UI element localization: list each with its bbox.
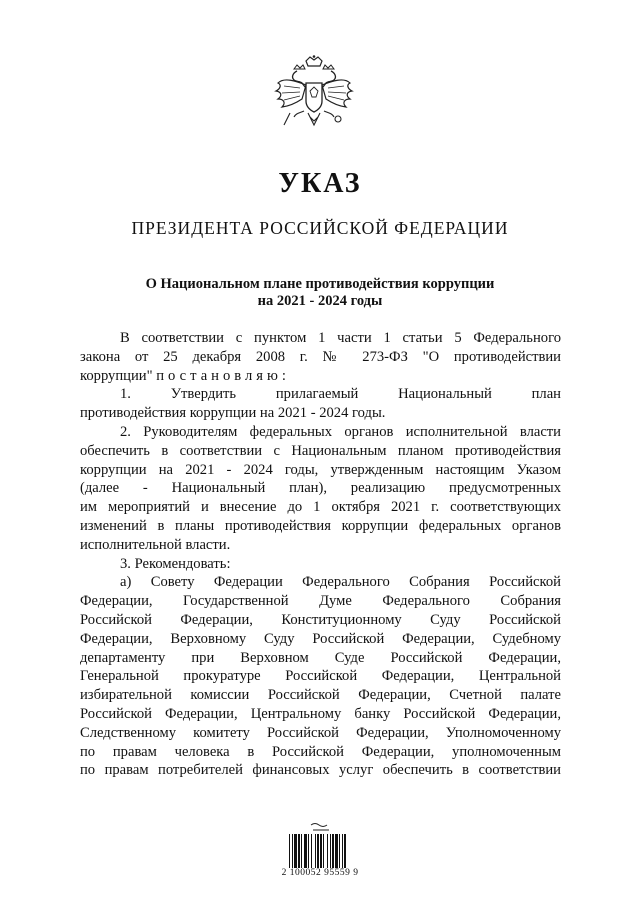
decree-title-line: О Национальном плане противодействия коррупции	[145, 276, 495, 292]
decree-title	[90, 276, 550, 310]
text-fragment: коррупции"	[80, 367, 153, 384]
text-line: Федерации, Государственной Думе Федерального Собрания	[80, 593, 561, 610]
text-line: (далее - Национальный план), реализацию предусмотренных	[80, 480, 561, 497]
text-line: Федерации, Верховному Суду Российской Федерации, Судебному	[80, 630, 561, 647]
text-line: по правам человека в Российской Федерации, уполномоченным	[80, 743, 561, 760]
text-line: 2. Руководителям федеральных органов исполнительной власти	[120, 423, 561, 440]
text-fragment: постановляю:	[156, 367, 290, 384]
text-line: противодействия коррупции на 2021 - 2024 годы.	[80, 405, 386, 422]
paragraph-item-2	[80, 423, 561, 555]
paragraph-intro	[80, 329, 561, 385]
text-line: обеспечить в соответствии с Национальным планом противодействия	[80, 442, 561, 459]
text-line: по правам потребителей финансовых услуг обеспечить в соответствии	[80, 762, 561, 779]
text-line: коррупции на 2021 - 2024 годы, утвержденным настоящим Указом	[80, 461, 561, 478]
text-line: изменений в планы противодействия коррупции федеральных органов	[80, 517, 561, 534]
text-line: закона от 25 декабря 2008 г. № 273-ФЗ "О противодействии	[80, 348, 561, 365]
decree-title-line: на 2021 - 2024 годы	[257, 293, 383, 309]
text-line: избирательной комиссии Российской Федерации, Счетной палате	[80, 687, 561, 704]
text-line: исполнительной власти.	[80, 536, 231, 553]
double-headed-eagle-emblem-icon	[272, 55, 356, 139]
text-line: Российской Федерации, Конституционному Суду Российской	[80, 611, 561, 628]
text-line	[80, 367, 561, 386]
barcode-icon	[285, 822, 357, 874]
paragraph-item-3	[80, 555, 561, 574]
barcode-number: 2 100052 95559 9	[281, 868, 359, 878]
decree-body	[80, 329, 561, 780]
paragraph-item-1	[80, 385, 561, 423]
text-line: Следственному комитету Российской Федерации, Уполномоченному	[80, 724, 561, 741]
text-line: им мероприятий и внесение до 1 октября 2021 г. соответствующих	[80, 499, 561, 516]
page-subtitle: ПРЕЗИДЕНТА РОССИЙСКОЙ ФЕДЕРАЦИИ	[131, 218, 509, 238]
text-line: департаменту при Верховном Суде Российской Федерации,	[80, 649, 561, 666]
paragraph-item-3a	[80, 573, 561, 780]
page-title: УКАЗ	[278, 168, 362, 199]
text-line: 1. Утвердить прилагаемый Национальный план	[120, 386, 561, 403]
text-line: Генеральной прокуратуре Российской Федерации, Центральной	[80, 668, 561, 685]
text-line: Российской Федерации, Центральному банку Российской Федерации,	[80, 705, 561, 722]
text-line: В соответствии с пунктом 1 части 1 статьи 5 Федерального	[120, 330, 561, 346]
text-line: 3. Рекомендовать:	[120, 555, 231, 572]
text-line: а) Совету Федерации Федерального Собрания Российской	[120, 574, 561, 591]
